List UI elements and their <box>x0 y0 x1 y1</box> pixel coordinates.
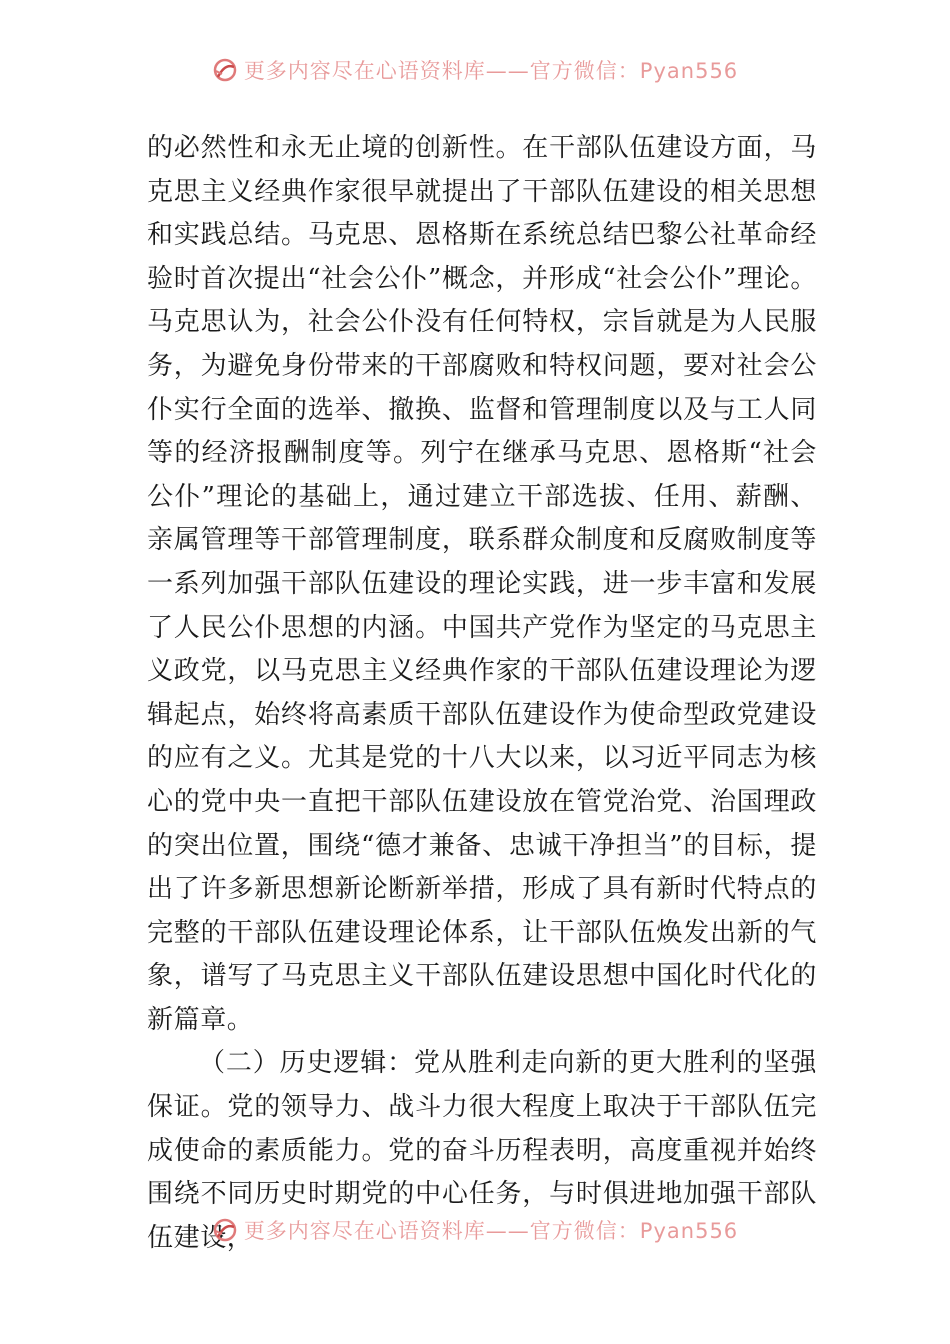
paragraph-2: （二）历史逻辑：党从胜利走向新的更大胜利的坚强保证。党的领导力、战斗力很大程度上取决于干部队伍完成使命的素质能力。党的奋斗历程表明，高度重视并始终围绕不同历史时期党的中心任务，与时俱进地加强干部队伍建设， <box>147 1048 817 1253</box>
document-body <box>147 127 817 1260</box>
header-watermark <box>0 52 950 88</box>
footer-watermark <box>0 1212 950 1248</box>
paragraph-1: 的必然性和永无止境的创新性。在干部队伍建设方面，马克思主义经典作家很早就提出了干部队伍建设的相关思想和实践总结。马克思、恩格斯在系统总结巴黎公社革命经验时首次提出“社会公仆”概念，并形成“社会公仆”理论。马克思认为，社会公仆没有任何特权，宗旨就是为人民服务，为避免身份带来的干部腐败和特权问题，要对社会公仆实行全面的选举、撤换、监督和管理制度以及与工人同等的经济报酬制度等。列宁在继承马克思、恩格斯“社会公仆”理论的基础上，通过建立干部选拔、任用、薪酬、亲属管理等干部管理制度，联系群众制度和反腐败制度等一系列加强干部队伍建设的理论实践，进一步丰富和发展了人民公仆思想的内涵。中国共产党作为坚定的马克思主义政党，以马克思主义经典作家的干部队伍建设理论为逻辑起点，始终将高素质干部队伍建设作为使命型政党建设的应有之义。尤其是党的十八大以来，以习近平同志为核心的党中央一直把干部队伍建设放在管党治党、治国理政的突出位置，围绕“德才兼备、忠诚干净担当”的目标，提出了许多新思想新论断新举措，形成了具有新时代特点的完整的干部队伍建设理论体系，让干部队伍焕发出新的气象，谱写了马克思主义干部队伍建设思想中国化时代化的新篇章。 <box>147 133 817 1035</box>
watermark-text: 更多内容尽在心语资料库——官方微信：Pyan556 <box>243 59 739 83</box>
brand-logo-icon <box>212 1217 238 1243</box>
brand-logo-icon <box>212 57 238 83</box>
watermark-text: 更多内容尽在心语资料库——官方微信：Pyan556 <box>243 1219 739 1243</box>
